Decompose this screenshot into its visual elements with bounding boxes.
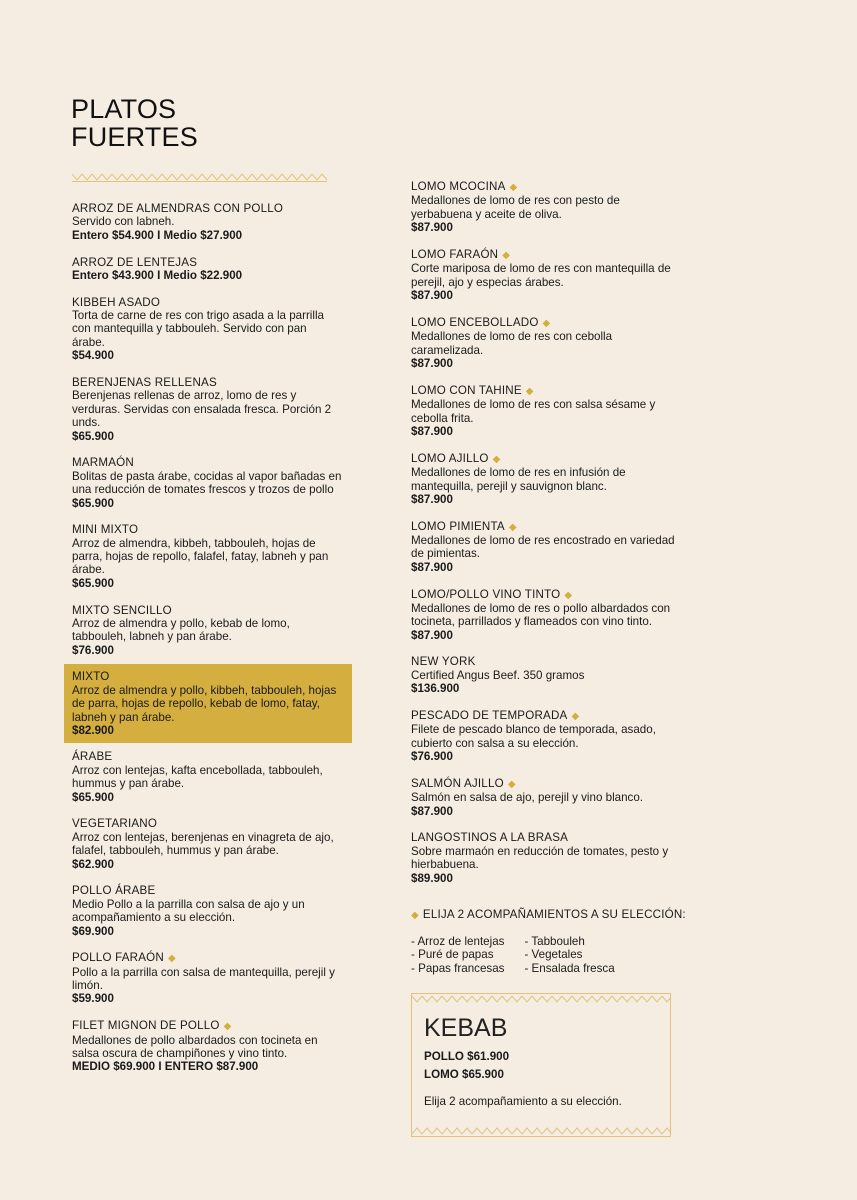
item-price: $87.900 xyxy=(411,221,453,235)
side-option: - Vegetales xyxy=(524,948,583,962)
item-name xyxy=(411,180,681,194)
item-name xyxy=(72,256,342,269)
diamond-icon: ◆ xyxy=(492,453,501,465)
menu-item xyxy=(411,655,681,695)
item-name xyxy=(411,248,681,262)
item-description: Sobre marmaón en reducción de tomates, pesto y hierbabuena. xyxy=(411,844,669,872)
item-name-text: LOMO CON TAHINE xyxy=(411,383,522,397)
diamond-icon: ◆ xyxy=(564,589,573,601)
item-price: $87.900 xyxy=(411,560,453,574)
item-name-text: MARMAÓN xyxy=(72,456,134,470)
item-description: Medallones de lomo de res con salsa sésame y cebolla frita. xyxy=(411,398,656,425)
item-description: Medallones de lomo de res con cebolla caramelizada. xyxy=(411,330,613,357)
item-price: $65.900 xyxy=(72,429,114,443)
item-name-text: VEGETARIANO xyxy=(72,817,158,831)
side-option: - Arroz de lentejas xyxy=(411,935,505,948)
item-name xyxy=(72,202,342,215)
menu-item xyxy=(411,777,681,818)
item-price: Entero $43.900 I Medio $22.900 xyxy=(72,268,243,282)
item-description: Medallones de lomo de res con pesto de yerbabuena y aceite de oliva. xyxy=(411,194,620,221)
menu-item xyxy=(72,296,342,363)
zigzag-border-bottom xyxy=(412,1126,670,1136)
item-name xyxy=(72,750,342,763)
menu-item xyxy=(72,750,342,804)
item-name xyxy=(411,777,681,791)
page-title xyxy=(71,95,198,151)
menu-item xyxy=(411,831,681,885)
item-name xyxy=(411,384,681,398)
menu-item xyxy=(72,523,342,590)
item-price: $87.900 xyxy=(411,628,453,642)
zigzag-divider xyxy=(72,172,327,182)
item-price: $62.900 xyxy=(72,857,114,871)
sides-column-1 xyxy=(411,935,504,975)
diamond-icon: ◆ xyxy=(542,317,551,329)
item-description: Medallones de lomo de res o pollo albardados con tocineta, parrillados y flameados con vino tinto. xyxy=(411,601,671,629)
title-line-1: PLATOS xyxy=(71,94,177,124)
item-price: $87.900 xyxy=(411,804,453,818)
title-line-2: FUERTES xyxy=(71,122,198,152)
item-name xyxy=(411,831,681,844)
diamond-icon: ◆ xyxy=(508,521,517,533)
item-price: $82.900 xyxy=(72,724,114,738)
item-description: Arroz de almendra y pollo, kibbeh, tabbouleh, hojas de parra, hojas de repollo, kebab de lomo, fatay, labneh y pan árabe. xyxy=(72,683,337,724)
diamond-icon: ◆ xyxy=(571,710,580,722)
item-description: Certified Angus Beef. 350 gramos xyxy=(411,668,585,682)
diamond-icon: ◆ xyxy=(502,249,511,261)
item-name xyxy=(72,456,342,469)
item-name-text: MINI MIXTO xyxy=(72,523,139,537)
kebab-lomo-price: LOMO $65.900 xyxy=(424,1068,504,1081)
diamond-icon: ◆ xyxy=(167,953,176,965)
item-price: $87.900 xyxy=(411,492,453,506)
menu-item xyxy=(411,316,681,371)
item-name xyxy=(411,316,681,330)
item-name xyxy=(411,709,681,723)
item-name xyxy=(72,1019,342,1033)
item-description: Arroz con lentejas, kafta encebollada, tabbouleh, hummus y pan árabe. xyxy=(72,763,323,791)
item-name-text: LOMO AJILLO xyxy=(411,451,489,465)
item-name-text: NEW YORK xyxy=(411,655,476,669)
item-price: $69.900 xyxy=(72,924,114,938)
sides-note xyxy=(411,908,686,921)
item-name-text: PESCADO DE TEMPORADA xyxy=(411,708,568,722)
item-description: Medallones de lomo de res encostrado en variedad de pimientas. xyxy=(411,534,675,561)
item-price: $65.900 xyxy=(72,790,114,804)
menu-item xyxy=(72,256,342,283)
menu-item xyxy=(411,384,681,439)
diamond-icon: ◆ xyxy=(509,182,518,193)
item-price: $87.900 xyxy=(411,289,453,303)
item-name-text: MIXTO SENCILLO xyxy=(72,603,172,617)
side-option: - Tabbouleh xyxy=(524,935,585,948)
item-name xyxy=(411,452,681,466)
item-description: Medio Pollo a la parrilla con salsa de ajo y un acompañamiento a su elección. xyxy=(72,897,305,925)
menu-item xyxy=(72,951,342,1006)
diamond-icon: ◆ xyxy=(223,1021,232,1033)
item-price: $59.900 xyxy=(72,992,114,1006)
item-name xyxy=(411,588,681,602)
item-name-text: LOMO FARAÓN xyxy=(411,247,499,261)
side-option: - Papas francesas xyxy=(411,961,505,975)
item-name-text: SALMÓN AJILLO xyxy=(411,776,504,790)
diamond-icon: ◆ xyxy=(411,910,419,921)
sides-list xyxy=(411,935,615,975)
item-description: Corte mariposa de lomo de res con mantequilla de perejil, ajo y especias árabes. xyxy=(411,262,671,289)
sides-column-2 xyxy=(524,935,614,975)
item-name-text: LANGOSTINOS A LA BRASA xyxy=(411,831,569,845)
item-description: Salmón en salsa de ajo, perejil y vino blanco. xyxy=(411,791,644,805)
item-description: Medallones de pollo albardados con tocineta en salsa oscura de champiñones y vino tinto. xyxy=(72,1033,318,1060)
item-price: MEDIO $69.900 I ENTERO $87.900 xyxy=(72,1060,259,1074)
item-price: $65.900 xyxy=(72,496,114,510)
item-price: Entero $54.900 I Medio $27.900 xyxy=(72,228,243,242)
menu-item xyxy=(411,248,681,303)
item-name-text: LOMO PIMIENTA xyxy=(411,519,505,533)
item-name xyxy=(72,884,342,897)
kebab-pollo-price: POLLO $61.900 xyxy=(424,1050,510,1063)
item-name-text: POLLO FARAÓN xyxy=(72,951,164,965)
item-description: Berenjenas rellenas de arroz, lomo de res y verduras. Servidas con ensalada fresca. Porción 2 unds. xyxy=(72,389,332,430)
item-name-text: LOMO/POLLO VINO TINTO xyxy=(411,587,561,601)
menu-item xyxy=(72,202,342,242)
item-description: Servido con labneh. xyxy=(72,215,175,229)
menu-item xyxy=(72,604,342,658)
item-name-text: LOMO ENCEBOLLADO xyxy=(411,315,539,329)
item-description: Arroz con lentejas, berenjenas en vinagreta de ajo, falafel, tabbouleh, hummus y pan árabe. xyxy=(72,830,334,858)
item-name-text: ÁRABE xyxy=(72,750,113,764)
item-name-text: ARROZ DE LENTEJAS xyxy=(72,255,198,269)
item-price: $87.900 xyxy=(411,424,453,438)
item-description: Medallones de lomo de res en infusión de mantequilla, perejil y sauvignon blanc. xyxy=(411,466,626,493)
menu-item xyxy=(72,1019,342,1074)
item-price: $54.900 xyxy=(72,349,114,363)
side-option: - Ensalada fresca xyxy=(524,961,615,975)
menu-item xyxy=(72,884,342,938)
item-description: Filete de pescado blanco de temporada, asado, cubierto con salsa a su elección. xyxy=(411,723,656,750)
item-price: $89.900 xyxy=(411,871,453,885)
item-name-text: LOMO MCOCINA xyxy=(411,180,506,193)
item-description: Pollo a la parrilla con salsa de mantequilla, perejil y limón. xyxy=(72,965,335,993)
item-name xyxy=(72,817,342,830)
item-name-text: MIXTO xyxy=(72,670,110,684)
menu-item xyxy=(72,817,342,871)
menu-item xyxy=(411,180,681,235)
item-price: $136.900 xyxy=(411,682,460,696)
item-name-text: FILET MIGNON DE POLLO xyxy=(72,1019,220,1033)
item-name xyxy=(72,951,342,965)
diamond-icon: ◆ xyxy=(525,385,534,397)
left-menu-column xyxy=(72,202,342,1087)
right-menu-column xyxy=(411,180,681,898)
item-name xyxy=(72,670,342,683)
item-price: $65.900 xyxy=(72,576,114,590)
item-name xyxy=(72,376,342,389)
menu-item xyxy=(411,520,681,575)
item-description: Torta de carne de res con trigo asada a la parrilla con mantequilla y tabbouleh. Servido con pan árabe. xyxy=(72,309,324,349)
menu-item xyxy=(72,376,342,443)
item-name xyxy=(411,655,681,668)
menu-item xyxy=(411,452,681,507)
menu-item xyxy=(72,456,342,510)
diamond-icon: ◆ xyxy=(507,778,516,790)
menu-item xyxy=(411,588,681,643)
menu-item xyxy=(411,709,681,764)
item-name-text: ARROZ DE ALMENDRAS CON POLLO xyxy=(72,202,284,215)
item-price: $76.900 xyxy=(72,643,114,657)
item-price: $76.900 xyxy=(411,750,453,764)
side-option: - Puré de papas xyxy=(411,948,494,962)
sides-note-text: ELIJA 2 ACOMPAÑAMIENTOS A SU ELECCIÓN: xyxy=(422,908,686,921)
kebab-title: KEBAB xyxy=(424,1014,508,1042)
kebab-note: Elija 2 acompañamiento a su elección. xyxy=(424,1095,622,1108)
item-description: Arroz de almendra y pollo, kebab de lomo, tabbouleh, labneh y pan árabe. xyxy=(72,616,290,644)
item-name-text: KIBBEH ASADO xyxy=(72,295,161,309)
item-name-text: POLLO ÁRABE xyxy=(72,884,156,898)
menu-item xyxy=(64,664,352,743)
item-name xyxy=(72,604,342,617)
item-name xyxy=(411,520,681,534)
item-name xyxy=(72,523,342,536)
item-description: Arroz de almendra, kibbeh, tabbouleh, hojas de parra, hojas de repollo, falafel, fatay, labneh y pan árabe. xyxy=(72,536,329,577)
item-name xyxy=(72,296,342,309)
item-name-text: BERENJENAS RELLENAS xyxy=(72,375,217,389)
item-description: Bolitas de pasta árabe, cocidas al vapor bañadas en una reducción de tomates frescos y trozos de pollo xyxy=(72,469,342,497)
item-price: $87.900 xyxy=(411,357,453,371)
kebab-box xyxy=(411,993,671,1137)
zigzag-border-top xyxy=(412,994,670,1004)
